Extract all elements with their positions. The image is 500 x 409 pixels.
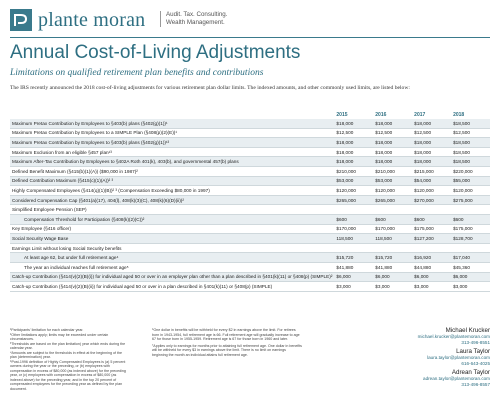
row-value-2018: $18,500 bbox=[451, 147, 490, 157]
row-value-2018: $120,000 bbox=[451, 186, 490, 196]
row-value-2018: $3,000 bbox=[451, 282, 490, 292]
row-value-2017: $44,880 bbox=[412, 262, 451, 272]
row-value-2017: $270,000 bbox=[412, 195, 451, 205]
row-value-2018: $275,000 bbox=[451, 195, 490, 205]
contact-phone: 313-496-8551 bbox=[461, 339, 490, 345]
table-row bbox=[10, 176, 490, 186]
row-value-2018: $18,500 bbox=[451, 157, 490, 167]
contact-card bbox=[340, 369, 490, 387]
contact-name: Michael Krucker bbox=[445, 327, 490, 334]
row-value-2016: $265,000 bbox=[373, 195, 412, 205]
row-value-2016: $210,000 bbox=[373, 166, 412, 176]
limits-table bbox=[10, 111, 490, 292]
row-value-2016: $6,000 bbox=[373, 272, 412, 282]
footnote: ⁵Post-1996 definition of Highly Compensated Employees is (a) 5 percent owners during the year or the preceding, or (b) employees with compensation in excess of $80,000 (as indexed above) for the preceding year, or (c) employees with compensation in excess of $80,000 (as indexed above) for the preceding year, and in the top 20 percent of compensated employees for the preceding year as defined by the plan document. bbox=[10, 359, 126, 391]
row-value-2018: $6,000 bbox=[451, 272, 490, 282]
year-header-2016: 2016 bbox=[375, 112, 387, 118]
row-value-2015: $600 bbox=[334, 214, 373, 224]
table-row bbox=[10, 119, 490, 128]
tagline-line-1: Audit. Tax. Consulting. bbox=[166, 11, 228, 18]
row-value-2017: $18,000 bbox=[412, 147, 451, 157]
table-row bbox=[10, 272, 490, 282]
row-value-2017: $127,200 bbox=[412, 234, 451, 244]
row-label: Maximum Pretax Contribution by Employees to §403(b) plans (§402(g)(1))¹³ bbox=[10, 138, 334, 148]
row-value-2015: $53,000 bbox=[334, 176, 373, 186]
table-row bbox=[10, 262, 490, 272]
row-value-2015 bbox=[334, 243, 373, 253]
row-value-2018: $45,360 bbox=[451, 262, 490, 272]
table-row bbox=[10, 243, 490, 253]
row-label: Considered Compensation Cap (§401(a)(17), 404(l), 408(k)(3)(C), 408(k)(6)(D)(ii))² bbox=[10, 195, 334, 205]
row-label: Earnings Limit without losing Social Security benefits bbox=[10, 243, 334, 253]
row-value-2018: $18,500 bbox=[451, 138, 490, 148]
footnote: ²Other limitations apply; limits may be exceeded under certain circumstances. bbox=[10, 332, 109, 341]
table-row bbox=[10, 214, 490, 224]
row-label: Social Security Wage Base bbox=[10, 234, 334, 244]
row-value-2017 bbox=[412, 243, 451, 253]
row-label: Defined Benefit Maximum (§415(b)(1)(A)) ($90,000 in 1987)² bbox=[10, 166, 334, 176]
footnote: ¹Participants' limitation for each calendar year. bbox=[10, 328, 84, 332]
row-value-2015: $18,000 bbox=[334, 119, 373, 128]
row-value-2015: $3,000 bbox=[334, 282, 373, 292]
row-value-2015: $18,000 bbox=[334, 147, 373, 157]
row-value-2018: $220,000 bbox=[451, 166, 490, 176]
table-row bbox=[10, 282, 490, 292]
row-value-2017: $18,000 bbox=[412, 157, 451, 167]
row-value-2017: $18,000 bbox=[412, 138, 451, 148]
table-row bbox=[10, 166, 490, 176]
table-body bbox=[10, 119, 490, 291]
brand-tagline bbox=[160, 11, 227, 27]
row-label: At least age 62, but under full retirement age⁴ bbox=[10, 253, 334, 263]
row-value-2017: $54,000 bbox=[412, 176, 451, 186]
row-value-2015: $210,000 bbox=[334, 166, 373, 176]
contact-card bbox=[340, 348, 490, 366]
table-row bbox=[10, 224, 490, 234]
table-row bbox=[10, 195, 490, 205]
row-value-2017: $120,000 bbox=[412, 186, 451, 196]
brand-name: plante moran bbox=[38, 9, 146, 31]
intro-paragraph: The IRS recently announced the 2018 cost-of-living adjustments for various retirement plan dollar limits. The indexed amounts, and other commonly used limits, are listed below: bbox=[10, 85, 410, 91]
row-value-2017: $6,000 bbox=[412, 272, 451, 282]
footnote: ³Thresholds are based on the plan limitation) year which ends during the calendar year. bbox=[10, 341, 126, 350]
page-title: Annual Cost-of-Living Adjustments bbox=[10, 42, 301, 63]
tagline-line-2: Wealth Management. bbox=[166, 19, 225, 26]
row-value-2018: $12,500 bbox=[451, 128, 490, 138]
table-row bbox=[10, 147, 490, 157]
row-value-2017: $18,000 bbox=[412, 119, 451, 128]
row-label: Defined Contribution Maximum (§415(c)(1)(A))² ³ bbox=[10, 176, 334, 186]
row-label: Maximum Exclusion from an eligible §457 plan¹³ bbox=[10, 147, 334, 157]
row-value-2018: $18,500 bbox=[451, 119, 490, 128]
row-value-2016 bbox=[373, 205, 412, 215]
row-label: Catch-up Contribution (§414(v)(2)(B)(ii)) for individual aged 50 or over in a plan described in §401(k)(11) or §408(p) (SIMPLE) bbox=[10, 282, 334, 292]
table-row bbox=[10, 186, 490, 196]
table-row bbox=[10, 253, 490, 263]
row-label: The year an individual reaches full retirement age⁵ bbox=[10, 262, 334, 272]
plante-moran-logo-icon bbox=[10, 9, 32, 31]
table-row bbox=[10, 138, 490, 148]
row-value-2016: $3,000 bbox=[373, 282, 412, 292]
row-label: Compensation Threshold for Participation (§408(k)(2)(C))² bbox=[10, 214, 334, 224]
row-value-2016: $18,000 bbox=[373, 157, 412, 167]
row-value-2015: $18,000 bbox=[334, 138, 373, 148]
footnote: ⁴Amounts are subject to the thresholds in effect at the beginning of the plan (determination) year. bbox=[10, 350, 122, 359]
table-header-row bbox=[10, 111, 490, 119]
row-value-2017: $600 bbox=[412, 214, 451, 224]
footnote: ⁷Applies only to earnings for months prior to attaining full retirement age. One dollar in benefits will be withheld for every $3 in earnings above the limit. There is no limit on earnings beginning the month an individual attains full retirement age. bbox=[152, 343, 302, 357]
row-value-2016: $120,000 bbox=[373, 186, 412, 196]
row-value-2016: $12,500 bbox=[373, 128, 412, 138]
row-label: Maximum Pretax Contribution by Employees to §403(b) plans (§402(g)(1))¹ bbox=[10, 119, 334, 128]
row-value-2018: $128,700 bbox=[451, 234, 490, 244]
footnotes-right bbox=[152, 328, 302, 359]
table-header-label bbox=[10, 111, 334, 119]
contact-name: Adrean Taylor bbox=[451, 369, 490, 377]
row-value-2015 bbox=[334, 205, 373, 215]
year-header-2015: 2015 bbox=[336, 112, 348, 118]
row-value-2015: $18,000 bbox=[334, 157, 373, 167]
row-value-2015: 118,500 bbox=[334, 234, 373, 244]
row-value-2018: $175,000 bbox=[451, 224, 490, 234]
year-header-2017: 2017 bbox=[414, 112, 426, 118]
contact-email-link[interactable]: laura.taylor@plantemoran.com bbox=[427, 355, 490, 361]
row-value-2015: $120,000 bbox=[334, 186, 373, 196]
row-value-2015: $41,880 bbox=[334, 262, 373, 272]
row-value-2018: $17,040 bbox=[451, 253, 490, 263]
row-value-2018 bbox=[451, 243, 490, 253]
row-value-2017: $12,500 bbox=[412, 128, 451, 138]
row-value-2016: $18,000 bbox=[373, 119, 412, 128]
contact-name: Laura Taylor bbox=[456, 348, 490, 356]
year-header-2018: 2018 bbox=[453, 112, 465, 118]
contact-email-link[interactable]: adrean.taylor@plantemoran.com bbox=[423, 376, 490, 382]
footnotes-left bbox=[10, 328, 128, 391]
row-value-2018: $55,000 bbox=[451, 176, 490, 186]
row-label: Catch-up Contribution (§414(v)(2)(B)(i)) for individual aged 50 or over in an employer plan other than a plan described in §401(k)(11) or §408(p) (SIMPLE)² bbox=[10, 272, 334, 282]
contacts-block bbox=[340, 327, 490, 391]
row-value-2017: $3,000 bbox=[412, 282, 451, 292]
row-value-2018 bbox=[451, 205, 490, 215]
row-value-2015: $170,000 bbox=[334, 224, 373, 234]
table-row bbox=[10, 234, 490, 244]
contact-card bbox=[340, 327, 490, 345]
row-value-2016: $18,000 bbox=[373, 147, 412, 157]
row-label: Simplified Employee Pension (SEP) bbox=[10, 205, 334, 215]
table-row bbox=[10, 157, 490, 167]
row-value-2016: $53,000 bbox=[373, 176, 412, 186]
row-value-2016: $170,000 bbox=[373, 224, 412, 234]
table-row bbox=[10, 205, 490, 215]
row-value-2016 bbox=[373, 243, 412, 253]
footnote: ⁶One dollar in benefits will be withheld for every $2 in earnings above the limit. For retirees born in 1943-1954, full retirement age is 66. Full retirement age will gradually increase to age 67 for those born in 1955-1959. Retirement age is 67 for those born in 1960 and later. bbox=[152, 328, 300, 341]
page-subtitle: Limitations on qualified retirement plan benefits and contributions bbox=[10, 68, 264, 78]
page-header bbox=[10, 8, 490, 34]
row-value-2016: $41,880 bbox=[373, 262, 412, 272]
row-value-2015: $265,000 bbox=[334, 195, 373, 205]
table-row bbox=[10, 128, 490, 138]
row-value-2017: $16,920 bbox=[412, 253, 451, 263]
contact-email-link[interactable]: michael.krucker@plantemoran.com bbox=[417, 334, 490, 339]
row-value-2015: $12,500 bbox=[334, 128, 373, 138]
row-value-2016: $15,720 bbox=[373, 253, 412, 263]
row-value-2015: $6,000 bbox=[334, 272, 373, 282]
header-divider bbox=[10, 37, 490, 38]
contact-phone: 616-643-4025 bbox=[461, 360, 490, 366]
row-label: Maximum After-Tax Contribution by Employees to §402A Roth 401(k), 403(b), and governmental 457(b) plans bbox=[10, 157, 334, 167]
row-value-2018: $600 bbox=[451, 214, 490, 224]
row-label: Highly Compensated Employees (§414(q)(1)(B))² ³ (Compensation Exceeding $80,000 in 1997) bbox=[10, 186, 334, 196]
row-label: Maximum Pretax Contribution by Employees to a SIMPLE Plan (§408(p)(2)(E))¹ bbox=[10, 128, 334, 138]
row-value-2017 bbox=[412, 205, 451, 215]
row-value-2017: $215,000 bbox=[412, 166, 451, 176]
contact-phone: 313-496-8557 bbox=[461, 381, 490, 387]
row-value-2016: $18,000 bbox=[373, 138, 412, 148]
row-value-2017: $175,000 bbox=[412, 224, 451, 234]
row-label: Key Employee (§416 officer) bbox=[10, 224, 334, 234]
row-value-2015: $15,720 bbox=[334, 253, 373, 263]
row-value-2016: $600 bbox=[373, 214, 412, 224]
row-value-2016: 118,500 bbox=[373, 234, 412, 244]
